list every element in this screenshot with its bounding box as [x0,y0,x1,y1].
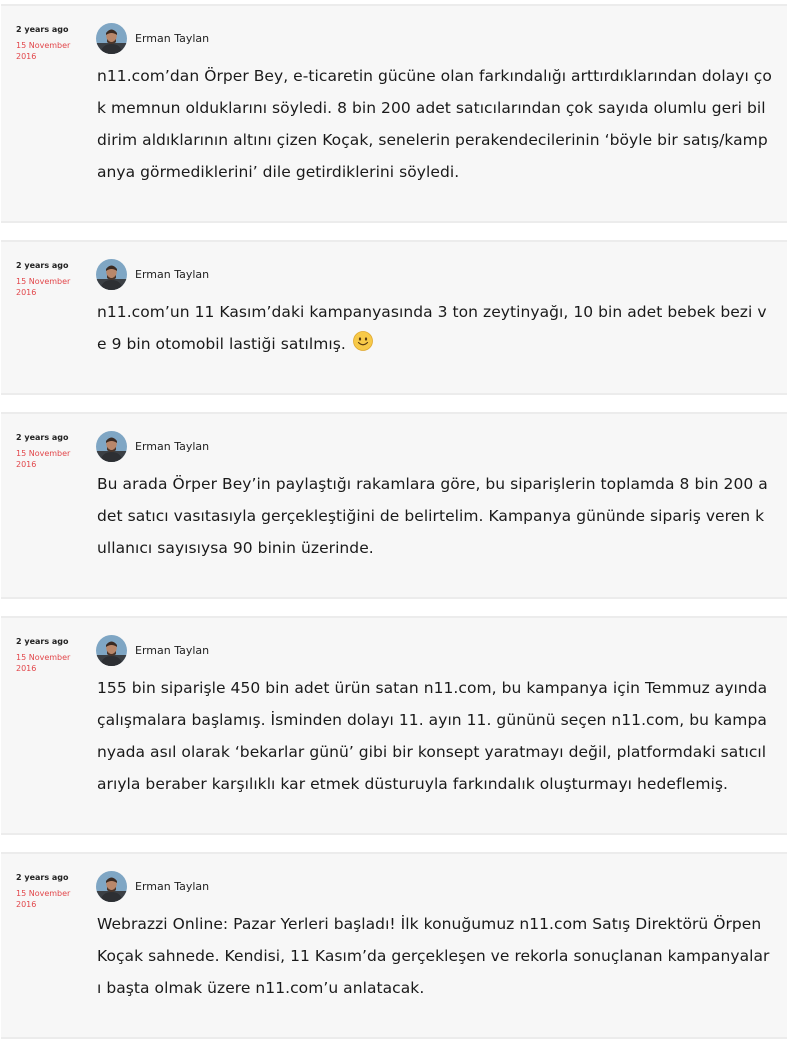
author-avatar[interactable] [96,871,127,902]
live-blog-entry [1,852,787,1039]
entry-meta [16,24,86,62]
time-ago: 2 years ago [16,25,69,34]
entry-date: 15 November 2016 [16,889,71,909]
entry-text: Bu arada Örper Bey’in paylaştığı rakamlara göre, bu siparişlerin toplamda 8 bin 200 adet satıcı vasıtasıyla gerçekleştiğini de belirtelim. Kampanya gününde sipariş veren kullanıcı sayısıysa 90 binin üzerinde. [97,475,768,557]
author-avatar[interactable] [96,635,127,666]
slightly-smiling-face-icon [353,330,373,350]
author-name[interactable]: Erman Taylan [135,643,210,657]
live-blog-entry [1,412,787,599]
live-blog-entry [1,4,787,223]
author-name[interactable]: Erman Taylan [135,439,210,453]
time-ago: 2 years ago [16,261,69,270]
author-info[interactable] [96,870,209,902]
entry-text: n11.com’dan Örper Bey, e-ticaretin gücüne olan farkındalığı arttırdıklarından dolayı çok memnun olduklarını söyledi. 8 bin 200 adet satıcılarından çok sayıda olumlu geri bildirim aldıklarının altını çizen Koçak, senelerin perakendecilerinin ‘böyle bir satış/kampanya görmediklerini’ dile getirdiklerini söyledi. [97,67,772,181]
author-info[interactable] [96,430,209,462]
entry-date: 15 November 2016 [16,277,71,297]
author-info[interactable] [96,22,209,54]
author-avatar[interactable] [96,23,127,54]
entry-date: 15 November 2016 [16,653,71,673]
entry-meta [16,432,86,470]
entry-text-container [97,296,773,360]
entry-meta [16,872,86,910]
entry-meta [16,260,86,298]
time-ago: 2 years ago [16,433,69,442]
entry-meta [16,636,86,674]
time-ago: 2 years ago [16,873,69,882]
author-info[interactable] [96,634,209,666]
author-name[interactable]: Erman Taylan [135,879,210,893]
author-name[interactable]: Erman Taylan [135,267,210,281]
live-blog-entry [1,240,787,395]
entry-text: Webrazzi Online: Pazar Yerleri başladı! İlk konuğumuz n11.com Satış Direktörü Örpen Koçak sahnede. Kendisi, 11 Kasım’da gerçekleşen ve rekorla sonuçlanan kampanyaları başta olmak üzere n11.com’u anlatacak. [97,915,770,997]
entry-text: n11.com’un 11 Kasım’daki kampanyasında 3 ton zeytinyağı, 10 bin adet bebek bezi ve 9 bin otomobil lastiği satılmış. [97,303,767,353]
entry-date: 15 November 2016 [16,449,71,469]
author-name[interactable]: Erman Taylan [135,31,210,45]
author-avatar[interactable] [96,259,127,290]
author-avatar[interactable] [96,431,127,462]
author-info[interactable] [96,258,209,290]
entry-text: 155 bin siparişle 450 bin adet ürün satan n11.com, bu kampanya için Temmuz ayında çalışmalara başlamış. İsminden dolayı 11. ayın 11. gününü seçen n11.com, bu kampanyada asıl olarak ‘bekarlar günü’ gibi bir konsept yaratmayı değil, platformdaki satıcılarıyla beraber karşılıklı kar etmek düsturuyla farkındalık oluşturmayı hedeflemiş. [97,679,768,793]
live-blog-entry [1,616,787,835]
time-ago: 2 years ago [16,637,69,646]
entry-date: 15 November 2016 [16,41,71,61]
